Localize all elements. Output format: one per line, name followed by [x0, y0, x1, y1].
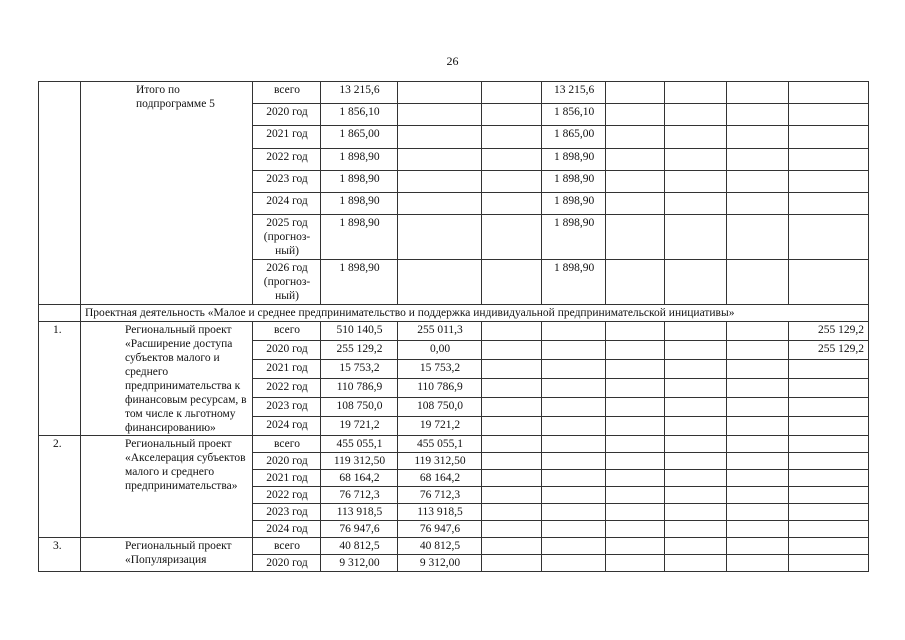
- cell-local: [542, 504, 606, 521]
- cell-local: [542, 322, 606, 341]
- cell-col6: [665, 193, 727, 215]
- cell-col3: [482, 360, 542, 379]
- cell-period: 2021 год: [253, 360, 321, 379]
- cell-col5: [606, 126, 665, 149]
- cell-period: 2024 год: [253, 521, 321, 538]
- cell-extra: [789, 360, 869, 379]
- cell-col7: [727, 417, 789, 436]
- cell-total: 113 918,5: [321, 504, 398, 521]
- cell-federal: [398, 104, 482, 126]
- cell-total: 1 898,90: [321, 171, 398, 193]
- cell-local: [542, 470, 606, 487]
- cell-local: [542, 398, 606, 417]
- cell-col5: [606, 341, 665, 360]
- cell-extra: [789, 398, 869, 417]
- project-name: Региональный проект «Акселерация субъектов малого и среднего предпринимательства»: [81, 436, 253, 538]
- cell-col6: [665, 555, 727, 572]
- cell-extra: [789, 82, 869, 104]
- cell-col5: [606, 398, 665, 417]
- cell-local: [542, 360, 606, 379]
- cell-col5: [606, 436, 665, 453]
- cell-col7: [727, 379, 789, 398]
- cell-period: 2021 год: [253, 470, 321, 487]
- cell-col7: [727, 470, 789, 487]
- budget-table: [38, 81, 869, 572]
- cell-total: 1 865,00: [321, 126, 398, 149]
- cell-period: 2022 год: [253, 149, 321, 171]
- cell-period: 2023 год: [253, 171, 321, 193]
- cell-local: [542, 417, 606, 436]
- cell-period: 2022 год: [253, 379, 321, 398]
- cell-col3: [482, 104, 542, 126]
- cell-local: 1 898,90: [542, 149, 606, 171]
- cell-local: 1 898,90: [542, 171, 606, 193]
- cell-extra: [789, 453, 869, 470]
- cell-period: всего: [253, 322, 321, 341]
- cell-local: 13 215,6: [542, 82, 606, 104]
- cell-extra: 255 129,2: [789, 341, 869, 360]
- cell-extra: [789, 149, 869, 171]
- cell-col6: [665, 322, 727, 341]
- cell-col5: [606, 487, 665, 504]
- cell-col6: [665, 341, 727, 360]
- cell-col6: [665, 149, 727, 171]
- cell-col3: [482, 341, 542, 360]
- cell-extra: [789, 171, 869, 193]
- cell-period: 2023 год: [253, 398, 321, 417]
- cell-total: 1 856,10: [321, 104, 398, 126]
- section-row: [39, 305, 869, 322]
- cell-local: [542, 379, 606, 398]
- cell-total: 76 947,6: [321, 521, 398, 538]
- cell-extra: [789, 521, 869, 538]
- cell-local: 1 898,90: [542, 260, 606, 305]
- cell-period: 2024 год: [253, 193, 321, 215]
- cell-col6: [665, 82, 727, 104]
- cell-local: [542, 453, 606, 470]
- cell-total: 1 898,90: [321, 260, 398, 305]
- cell-col3: [482, 82, 542, 104]
- table-row: [39, 436, 869, 453]
- cell-total: 76 712,3: [321, 487, 398, 504]
- cell-federal: 68 164,2: [398, 470, 482, 487]
- cell-extra: [789, 193, 869, 215]
- cell-col3: [482, 487, 542, 504]
- cell-col6: [665, 470, 727, 487]
- cell-col3: [482, 193, 542, 215]
- cell-col5: [606, 555, 665, 572]
- cell-col5: [606, 104, 665, 126]
- cell-col5: [606, 521, 665, 538]
- cell-col6: [665, 360, 727, 379]
- cell-total: 9 312,00: [321, 555, 398, 572]
- cell-col7: [727, 193, 789, 215]
- section-title: Проектная деятельность «Малое и среднее предпринимательство и поддержка индивидуальной предпринимательской инициативы»: [81, 305, 869, 322]
- cell-col3: [482, 126, 542, 149]
- cell-total: 510 140,5: [321, 322, 398, 341]
- cell-federal: [398, 193, 482, 215]
- cell-col6: [665, 504, 727, 521]
- cell-col5: [606, 453, 665, 470]
- cell-col7: [727, 171, 789, 193]
- project-number: 2.: [39, 436, 81, 538]
- cell-period: 2020 год: [253, 341, 321, 360]
- cell-federal: 76 947,6: [398, 521, 482, 538]
- cell-local: 1 898,90: [542, 215, 606, 260]
- cell-local: [542, 436, 606, 453]
- cell-total: 255 129,2: [321, 341, 398, 360]
- cell-col5: [606, 260, 665, 305]
- cell-local: [542, 555, 606, 572]
- cell-col6: [665, 215, 727, 260]
- cell-number-empty: [39, 305, 81, 322]
- cell-col7: [727, 360, 789, 379]
- table-row: [39, 538, 869, 555]
- cell-col7: [727, 104, 789, 126]
- cell-local: [542, 521, 606, 538]
- cell-period: 2023 год: [253, 504, 321, 521]
- cell-extra: [789, 417, 869, 436]
- cell-federal: 113 918,5: [398, 504, 482, 521]
- project-number: 1.: [39, 322, 81, 436]
- cell-total: 110 786,9: [321, 379, 398, 398]
- cell-col7: [727, 504, 789, 521]
- cell-period: всего: [253, 82, 321, 104]
- cell-total: 1 898,90: [321, 215, 398, 260]
- cell-federal: 255 011,3: [398, 322, 482, 341]
- cell-federal: 40 812,5: [398, 538, 482, 555]
- cell-col3: [482, 171, 542, 193]
- cell-col5: [606, 171, 665, 193]
- cell-federal: [398, 82, 482, 104]
- cell-extra: [789, 504, 869, 521]
- cell-col7: [727, 149, 789, 171]
- total-label: Итого по подпрограмме 5: [81, 82, 253, 305]
- cell-federal: 455 055,1: [398, 436, 482, 453]
- cell-extra: [789, 555, 869, 572]
- cell-extra: [789, 538, 869, 555]
- cell-period: 2020 год: [253, 555, 321, 572]
- cell-col7: [727, 341, 789, 360]
- cell-total: 19 721,2: [321, 417, 398, 436]
- cell-local: [542, 487, 606, 504]
- cell-federal: [398, 149, 482, 171]
- cell-local: 1 865,00: [542, 126, 606, 149]
- cell-col7: [727, 555, 789, 572]
- cell-total: 455 055,1: [321, 436, 398, 453]
- cell-col7: [727, 126, 789, 149]
- cell-col7: [727, 521, 789, 538]
- cell-local: 1 898,90: [542, 193, 606, 215]
- cell-col7: [727, 453, 789, 470]
- cell-extra: [789, 487, 869, 504]
- cell-col7: [727, 82, 789, 104]
- cell-col3: [482, 470, 542, 487]
- cell-col3: [482, 398, 542, 417]
- cell-period: всего: [253, 436, 321, 453]
- cell-col3: [482, 215, 542, 260]
- cell-total: 15 753,2: [321, 360, 398, 379]
- cell-local: 1 856,10: [542, 104, 606, 126]
- table-body: [39, 82, 869, 572]
- cell-local: [542, 538, 606, 555]
- cell-col5: [606, 322, 665, 341]
- cell-col7: [727, 215, 789, 260]
- cell-total: 1 898,90: [321, 149, 398, 171]
- cell-col3: [482, 322, 542, 341]
- cell-total: 1 898,90: [321, 193, 398, 215]
- cell-extra: [789, 379, 869, 398]
- cell-number-empty: [39, 82, 81, 305]
- cell-col5: [606, 379, 665, 398]
- cell-period: 2022 год: [253, 487, 321, 504]
- cell-federal: [398, 126, 482, 149]
- cell-col5: [606, 215, 665, 260]
- project-name: Региональный проект «Расширение доступа субъектов малого и среднего предпринимательства к финансовым ресурсам, в том числе к льготному финансированию»: [81, 322, 253, 436]
- cell-col6: [665, 436, 727, 453]
- cell-col7: [727, 322, 789, 341]
- cell-period: всего: [253, 538, 321, 555]
- cell-federal: 76 712,3: [398, 487, 482, 504]
- cell-federal: 15 753,2: [398, 360, 482, 379]
- cell-federal: [398, 171, 482, 193]
- cell-federal: [398, 260, 482, 305]
- cell-period: 2024 год: [253, 417, 321, 436]
- cell-period: 2025 год (прогноз-ный): [253, 215, 321, 260]
- cell-col6: [665, 453, 727, 470]
- cell-col6: [665, 417, 727, 436]
- cell-col7: [727, 538, 789, 555]
- cell-total: 68 164,2: [321, 470, 398, 487]
- cell-col7: [727, 436, 789, 453]
- cell-federal: [398, 215, 482, 260]
- cell-federal: 9 312,00: [398, 555, 482, 572]
- cell-total: 40 812,5: [321, 538, 398, 555]
- cell-col3: [482, 379, 542, 398]
- cell-col3: [482, 436, 542, 453]
- cell-total: 119 312,50: [321, 453, 398, 470]
- cell-col3: [482, 149, 542, 171]
- cell-col3: [482, 260, 542, 305]
- cell-col6: [665, 521, 727, 538]
- page-number: 26: [446, 54, 459, 68]
- cell-col6: [665, 379, 727, 398]
- cell-col5: [606, 538, 665, 555]
- cell-col5: [606, 360, 665, 379]
- cell-col3: [482, 504, 542, 521]
- cell-col6: [665, 398, 727, 417]
- cell-extra: [789, 260, 869, 305]
- cell-federal: 19 721,2: [398, 417, 482, 436]
- cell-federal: 110 786,9: [398, 379, 482, 398]
- cell-period: 2020 год: [253, 453, 321, 470]
- cell-extra: [789, 470, 869, 487]
- cell-col5: [606, 193, 665, 215]
- cell-period: 2021 год: [253, 126, 321, 149]
- cell-col5: [606, 417, 665, 436]
- cell-extra: [789, 436, 869, 453]
- cell-col6: [665, 538, 727, 555]
- cell-extra: [789, 215, 869, 260]
- cell-federal: 108 750,0: [398, 398, 482, 417]
- table-row: [39, 82, 869, 104]
- table-row: [39, 322, 869, 341]
- cell-extra: [789, 104, 869, 126]
- cell-col7: [727, 398, 789, 417]
- cell-col6: [665, 104, 727, 126]
- cell-local: [542, 341, 606, 360]
- cell-col5: [606, 470, 665, 487]
- cell-col3: [482, 538, 542, 555]
- cell-federal: 0,00: [398, 341, 482, 360]
- cell-total: 108 750,0: [321, 398, 398, 417]
- cell-col3: [482, 417, 542, 436]
- cell-col5: [606, 149, 665, 171]
- cell-col3: [482, 521, 542, 538]
- cell-period: 2020 год: [253, 104, 321, 126]
- project-name: Региональный проект «Популяризация: [81, 538, 253, 572]
- cell-col6: [665, 171, 727, 193]
- cell-col5: [606, 82, 665, 104]
- cell-extra: 255 129,2: [789, 322, 869, 341]
- cell-period: 2026 год (прогноз-ный): [253, 260, 321, 305]
- cell-col6: [665, 487, 727, 504]
- cell-total: 13 215,6: [321, 82, 398, 104]
- cell-col3: [482, 453, 542, 470]
- cell-col6: [665, 126, 727, 149]
- cell-col7: [727, 260, 789, 305]
- cell-col6: [665, 260, 727, 305]
- cell-col3: [482, 555, 542, 572]
- cell-extra: [789, 126, 869, 149]
- cell-federal: 119 312,50: [398, 453, 482, 470]
- project-number: 3.: [39, 538, 81, 572]
- cell-col5: [606, 504, 665, 521]
- cell-col7: [727, 487, 789, 504]
